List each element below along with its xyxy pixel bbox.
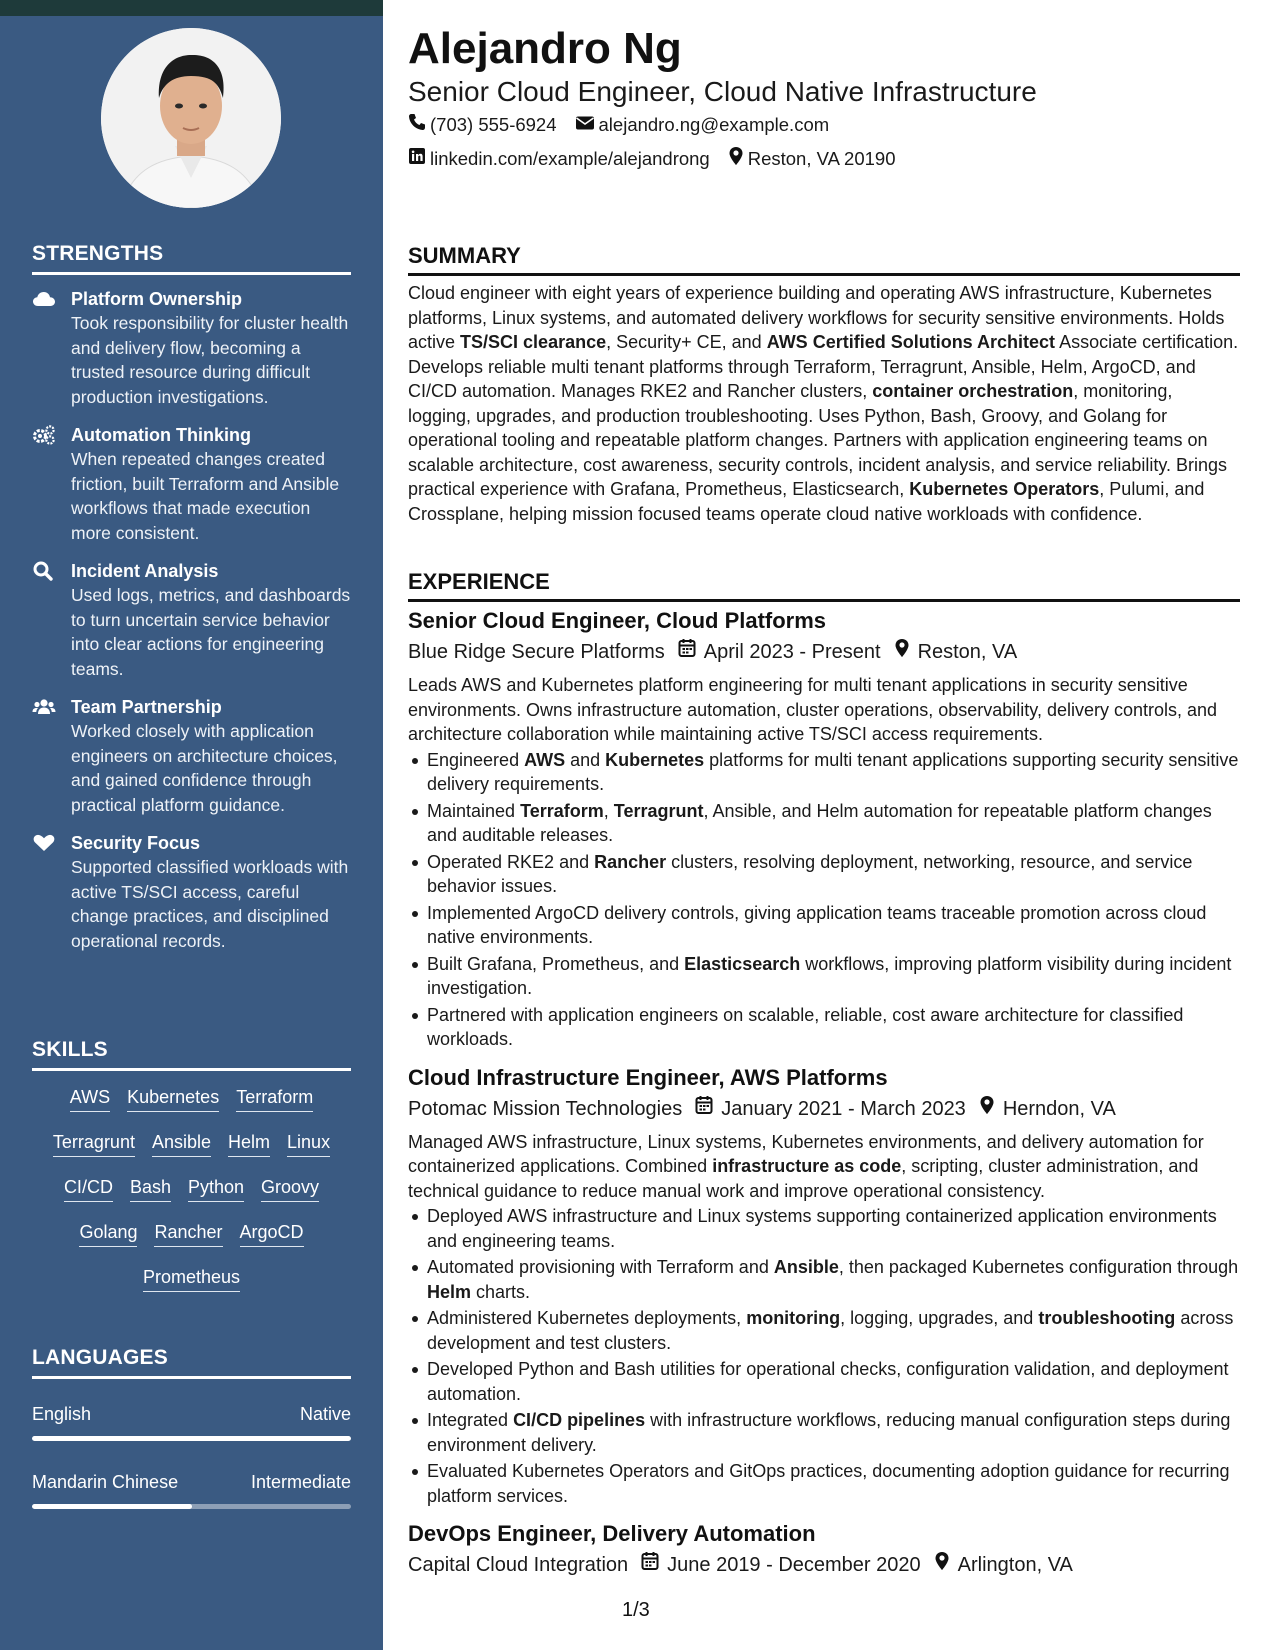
job-entry	[408, 1520, 1240, 1579]
strength-title: Team Partnership	[71, 697, 222, 717]
envelope-icon	[575, 113, 599, 137]
job-bullet: Automated provisioning with Terraform and Ansible, then packaged Kubernetes configuration through Helm charts.	[408, 1255, 1240, 1304]
job-location: Herndon, VA	[1002, 1097, 1116, 1120]
bold-keyword: monitoring	[746, 1308, 841, 1328]
job-meta	[408, 1095, 1240, 1123]
skill-tag: Groovy	[261, 1175, 319, 1202]
job-company: Capital Cloud Integration	[408, 1554, 629, 1576]
contact-row	[408, 146, 914, 172]
skill-tag: Golang	[79, 1220, 137, 1247]
job-entry	[408, 1064, 1240, 1509]
job-description: Managed AWS infrastructure, Linux systems, Kubernetes environments, and delivery automation for containerized applications. Combined infrastructure as code, scripting, cluster administration, and technical guidance to reduce manual work and improve operational consistency.	[408, 1131, 1204, 1201]
headline: Senior Cloud Engineer, Cloud Native Infrastructure	[408, 76, 1037, 107]
job-bullet: Built Grafana, Prometheus, and Elasticsearch workflows, improving platform visibility during incident investigation.	[408, 952, 1240, 1001]
phone-icon	[408, 113, 430, 137]
job-bullet: Administered Kubernetes deployments, monitoring, logging, upgrades, and troubleshooting across development and test clusters.	[408, 1306, 1240, 1355]
strength-item	[32, 695, 352, 817]
skills-list	[32, 1085, 351, 1310]
email-contact[interactable]	[575, 113, 830, 137]
linkedin-icon	[408, 147, 430, 171]
bold-keyword: Kubernetes Operators	[909, 479, 1100, 499]
job-bullet: Maintained Terraform, Terragrunt, Ansible, and Helm automation for repeatable platform changes and auditable releases.	[408, 799, 1240, 848]
language-proficiency-fill	[32, 1504, 192, 1509]
gears-icon	[32, 425, 56, 445]
job-location: Reston, VA	[917, 641, 1018, 663]
bold-keyword: troubleshooting	[1038, 1308, 1176, 1328]
skill-tag: Bash	[130, 1175, 171, 1202]
language-name: Mandarin Chinese	[32, 1472, 179, 1492]
job-dates-group	[695, 1095, 966, 1123]
job-location-group	[894, 638, 1018, 666]
skill-tag: Terragrunt	[53, 1130, 135, 1157]
skill-tag: ArgoCD	[240, 1220, 304, 1247]
strength-title: Security Focus	[71, 833, 201, 853]
skill-tag: Helm	[228, 1130, 270, 1157]
language-name: English	[32, 1404, 92, 1424]
bold-keyword: CI/CD pipelines	[513, 1410, 646, 1430]
job-description: Leads AWS and Kubernetes platform engineering for multi tenant applications in security sensitive environments. Owns infrastructure automation, cluster operations, observability, delivery controls, and architecture collaboration while maintaining active TS/SCI access requirements.	[408, 675, 1218, 744]
map-pin-icon	[979, 1095, 1003, 1123]
sidebar	[0, 0, 383, 1650]
job-location-group	[979, 1095, 1116, 1123]
job-title: DevOps Engineer, Delivery Automation	[408, 1521, 816, 1546]
job-dates-group	[641, 1551, 921, 1579]
strength-item	[32, 559, 352, 681]
search-icon	[32, 561, 56, 581]
strength-item	[32, 423, 352, 545]
strength-title: Platform Ownership	[71, 289, 243, 309]
calendar-icon	[641, 1551, 667, 1579]
skill-tag: Python	[188, 1175, 244, 1202]
job-bullets	[408, 1204, 1240, 1508]
sidebar-top-band	[0, 0, 383, 16]
job-meta	[408, 638, 1240, 666]
languages-heading: LANGUAGES	[32, 1346, 351, 1379]
job-bullets	[408, 748, 1240, 1052]
skills-heading: SKILLS	[32, 1038, 351, 1071]
job-title: Senior Cloud Engineer, Cloud Platforms	[408, 608, 827, 633]
skill-tag: Terraform	[236, 1085, 313, 1112]
strengths-list	[32, 287, 352, 967]
strength-desc: Used logs, metrics, and dashboards to turn uncertain service behavior into clear actions for engineering teams.	[71, 585, 351, 679]
strength-item	[32, 831, 352, 953]
bold-keyword: TS/SCI clearance	[460, 332, 607, 352]
experience-list	[408, 607, 1240, 1591]
bold-keyword: infrastructure as code	[712, 1156, 902, 1176]
skill-tag: Ansible	[152, 1130, 211, 1157]
map-pin-icon	[934, 1551, 958, 1579]
job-entry	[408, 607, 1240, 1052]
bold-keyword: Ansible	[773, 1257, 839, 1277]
skill-tag: Prometheus	[143, 1265, 240, 1292]
map-pin-icon	[728, 146, 748, 172]
strength-desc: When repeated changes created friction, built Terraform and Ansible workflows that made execution more consistent.	[71, 449, 340, 543]
language-item	[32, 1470, 351, 1509]
skill-tag: Kubernetes	[127, 1085, 219, 1112]
language-proficiency-bar	[32, 1436, 351, 1441]
language-proficiency-fill	[32, 1436, 351, 1441]
job-company: Blue Ridge Secure Platforms	[408, 641, 665, 663]
job-dates: January 2021 - March 2023	[721, 1097, 966, 1120]
location-contact	[728, 146, 896, 172]
job-bullet: Partnered with application engineers on scalable, reliable, cost aware architecture for classified workloads.	[408, 1003, 1240, 1052]
job-bullet: Evaluated Kubernetes Operators and GitOps practices, documenting adoption guidance for recurring platform services.	[408, 1459, 1240, 1508]
skill-tag: CI/CD	[64, 1175, 113, 1202]
location-text: Reston, VA 20190	[747, 148, 896, 169]
users-icon	[32, 697, 56, 717]
bold-keyword: Kubernetes	[605, 749, 705, 770]
linkedin-contact[interactable]	[408, 147, 710, 171]
language-item	[32, 1402, 351, 1441]
email-text: alejandro.ng@example.com	[598, 114, 830, 135]
phone-text: (703) 555-6924	[430, 114, 557, 135]
language-level: Native	[299, 1404, 351, 1424]
job-company: Potomac Mission Technologies	[408, 1097, 683, 1120]
bold-keyword: Terraform	[520, 800, 604, 821]
job-dates-group	[678, 638, 881, 666]
job-bullet: Engineered AWS and Kubernetes platforms for multi tenant applications supporting security sensitive delivery requirements.	[408, 748, 1240, 797]
strength-item	[32, 287, 352, 409]
phone-contact[interactable]	[408, 113, 557, 137]
strength-desc: Took responsibility for cluster health and delivery flow, becoming a trusted resource during difficult production investigations.	[71, 313, 349, 407]
calendar-icon	[678, 638, 704, 666]
summary-text: Cloud engineer with eight years of experience building and operating AWS infrastructure, Kubernetes platforms, Linux systems, and automated delivery workflows for security sensitive environments. Holds active TS/SCI clearance, Security+ CE, and AWS Certified Solutions Architect Associate certification. Develops reliable multi tenant platforms through Terraform, Terragrunt, Ansible, Helm, ArgoCD, and CI/CD automation. Manages RKE2 and Rancher clusters, container orchestration, monitoring, logging, upgrades, and production troubleshooting. Uses Python, Bash, Groovy, and Golang for operational tooling and repeatable platform changes. Partners with application engineering teams on scalable architecture, cost awareness, security controls, incident analysis, and service reliability. Brings practical experience with Grafana, Prometheus, Elasticsearch, Kubernetes Operators, Pulumi, and Crossplane, helping mission focused teams operate cloud native workloads with confidence.	[408, 283, 1239, 524]
bold-keyword: AWS	[524, 749, 566, 770]
job-bullet: Operated RKE2 and Rancher clusters, resolving deployment, networking, resource, and service behavior issues.	[408, 850, 1240, 899]
linkedin-text: linkedin.com/example/alejandrong	[430, 148, 710, 169]
contact-row	[408, 113, 847, 137]
job-dates: April 2023 - Present	[703, 641, 881, 663]
job-title: Cloud Infrastructure Engineer, AWS Platforms	[408, 1064, 888, 1090]
job-bullet: Deployed AWS infrastructure and Linux systems supporting containerized application environments and engineering teams.	[408, 1204, 1240, 1253]
language-proficiency-bar	[32, 1504, 351, 1509]
skill-tag: Linux	[287, 1130, 330, 1157]
skill-tag: Rancher	[154, 1220, 222, 1247]
strength-desc: Supported classified workloads with active TS/SCI access, careful change practices, and disciplined operational records.	[71, 857, 349, 951]
strength-title: Incident Analysis	[71, 561, 219, 581]
job-bullet: Integrated CI/CD pipelines with infrastructure workflows, reducing manual configuration steps during environment delivery.	[408, 1408, 1240, 1457]
bold-keyword: Rancher	[594, 851, 667, 872]
skill-tag: AWS	[70, 1085, 110, 1112]
candidate-name: Alejandro Ng	[408, 24, 682, 73]
job-location-group	[934, 1551, 1073, 1579]
calendar-icon	[695, 1095, 721, 1123]
language-level: Intermediate	[250, 1472, 351, 1492]
strength-desc: Worked closely with application engineers on architecture choices, and gained confidence through practical platform guidance.	[71, 721, 338, 815]
bold-keyword: Terragrunt	[613, 800, 704, 821]
profile-photo	[101, 28, 281, 208]
strengths-heading: STRENGTHS	[32, 242, 351, 275]
heart-icon	[32, 833, 56, 853]
bold-keyword: Elasticsearch	[684, 953, 801, 974]
cloud-icon	[32, 289, 56, 309]
experience-heading: EXPERIENCE	[408, 568, 1240, 602]
job-meta	[408, 1551, 1240, 1579]
strength-title: Automation Thinking	[71, 425, 251, 445]
summary-heading: SUMMARY	[408, 242, 1240, 276]
bold-keyword: AWS Certified Solutions Architect	[766, 332, 1056, 352]
map-pin-icon	[894, 638, 918, 666]
job-location: Arlington, VA	[957, 1554, 1073, 1576]
bold-keyword: container orchestration	[872, 381, 1074, 401]
bold-keyword: Helm	[427, 1281, 472, 1302]
job-dates: June 2019 - December 2020	[667, 1554, 921, 1576]
job-bullet: Implemented ArgoCD delivery controls, giving application teams traceable promotion across cloud native environments.	[408, 901, 1240, 950]
page-number: 1/3	[622, 1599, 650, 1621]
job-bullet: Developed Python and Bash utilities for operational checks, configuration validation, and deployment automation.	[408, 1357, 1240, 1406]
